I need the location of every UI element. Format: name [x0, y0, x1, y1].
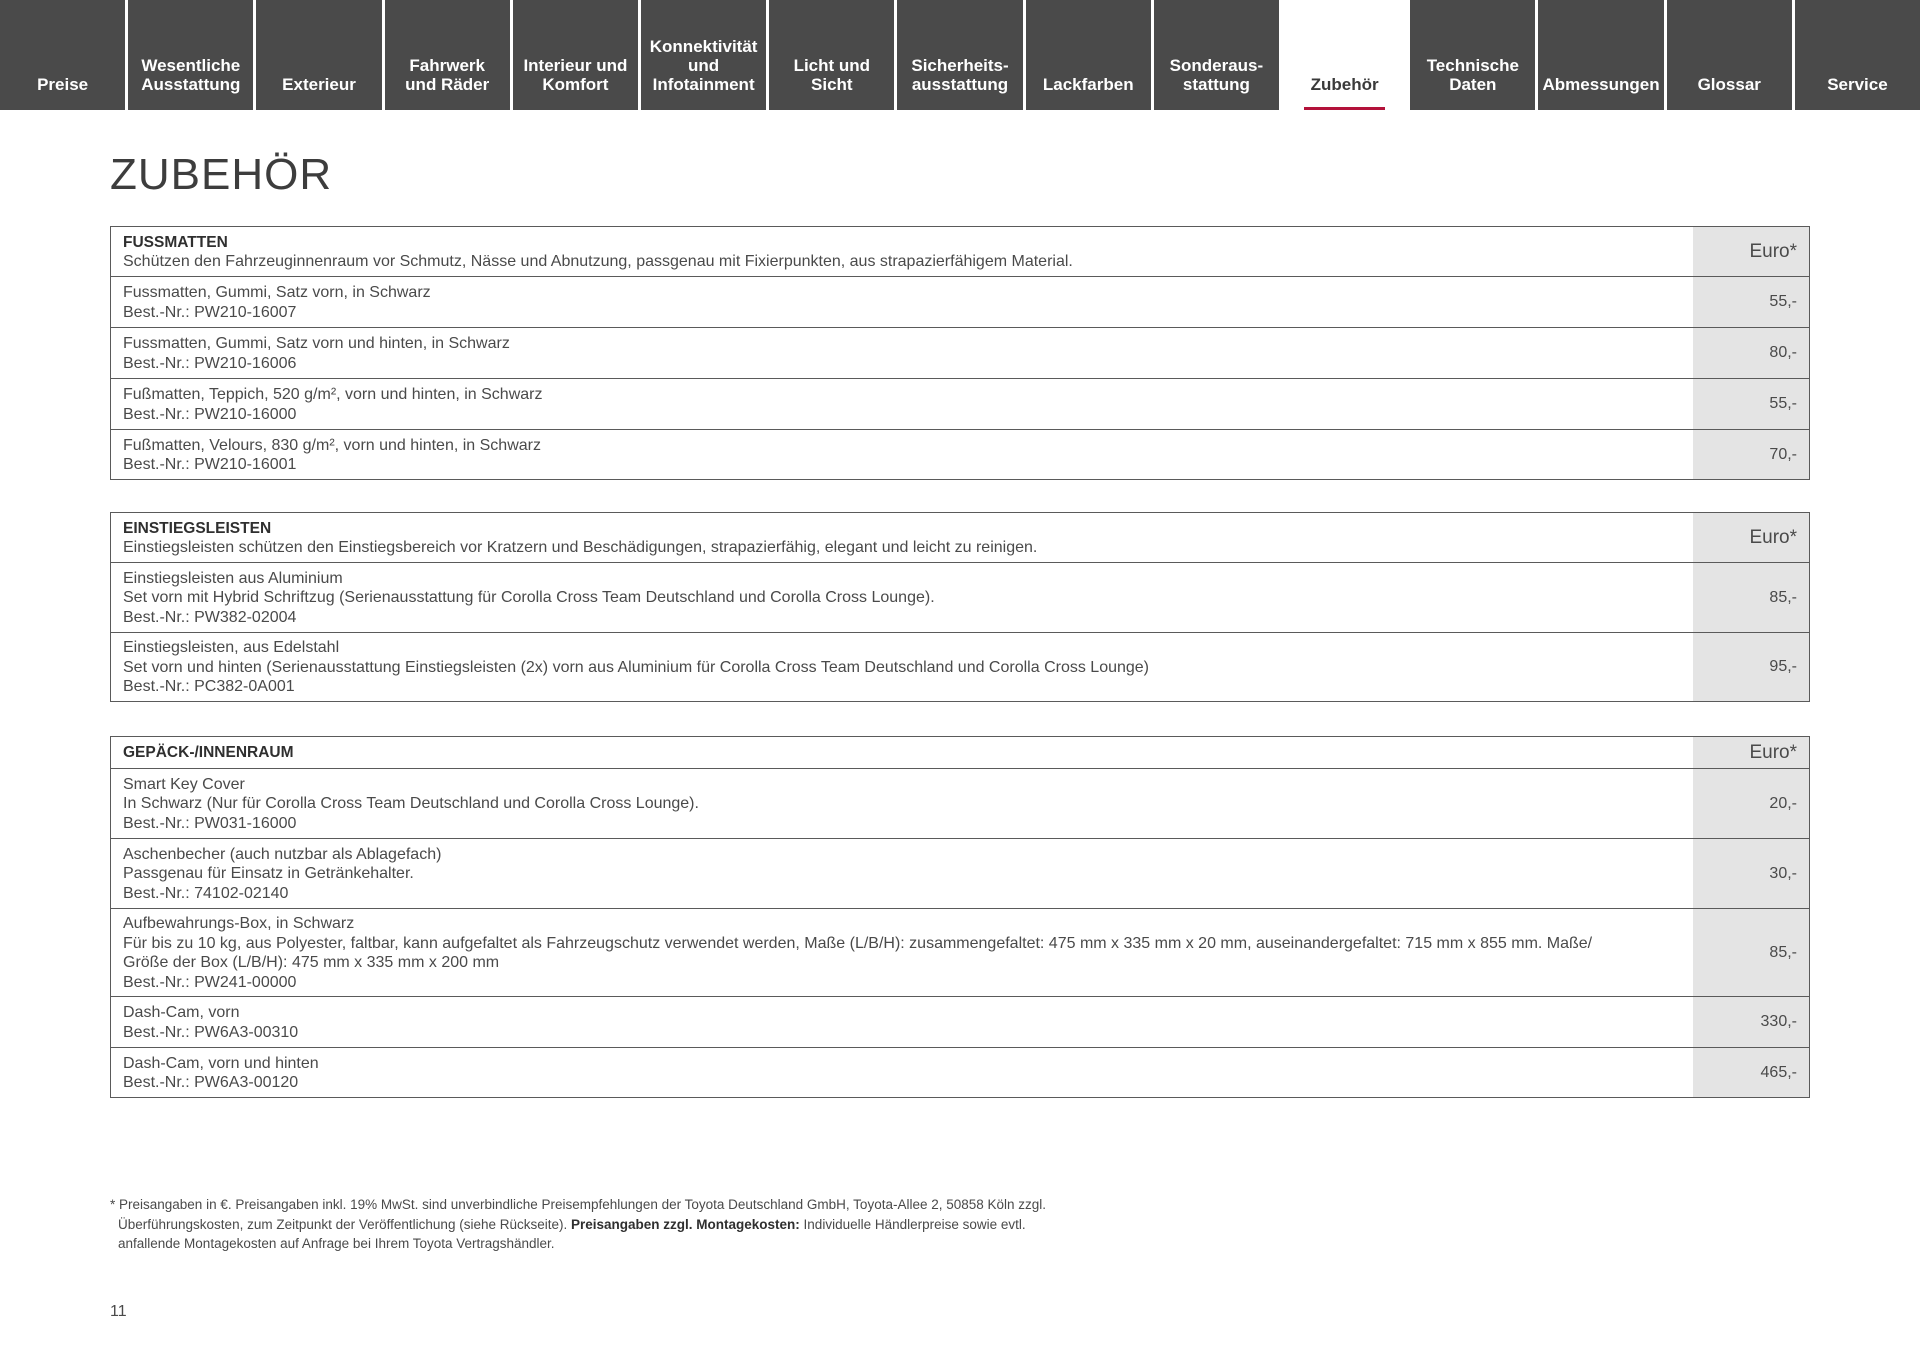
item-price: 85,-	[1693, 563, 1809, 632]
table-row	[111, 632, 1809, 701]
tab-technische-daten[interactable]: Technische Daten	[1410, 0, 1538, 110]
table-header-row	[111, 513, 1809, 562]
item-description	[111, 909, 1693, 996]
item-price: 95,-	[1693, 633, 1809, 701]
category-description: Schützen den Fahrzeuginnenraum vor Schmutz, Nässe und Abnutzung, passgenau mit Fixierpunkten, aus strapazierfähigem Material.	[123, 253, 1073, 270]
accessory-table-einstiegsleisten	[110, 512, 1810, 702]
tab-wesentliche-ausstattung[interactable]: Wesentliche Ausstattung	[128, 0, 256, 110]
item-detail: Set vorn und hinten (Serienausstattung Einstiegsleisten (2x) vorn aus Aluminium für Corolla Cross Team Deutschland und Corolla Cross Lounge)	[123, 658, 1150, 676]
item-price: 20,-	[1693, 769, 1809, 838]
table-row	[111, 768, 1809, 838]
table-row	[111, 562, 1809, 632]
tab-sonderausstattung[interactable]: Sonderaus- stattung	[1154, 0, 1282, 110]
page-title: ZUBEHÖR	[110, 150, 333, 199]
accessory-table-fussmatten	[110, 226, 1810, 480]
item-price: 330,-	[1693, 997, 1809, 1047]
category-header	[111, 227, 1693, 276]
price-column-header: Euro*	[1693, 513, 1809, 562]
item-order-number: Best.-Nr.: PC382-0A001	[123, 678, 295, 696]
tab-abmessungen[interactable]: Abmessungen	[1538, 0, 1666, 110]
item-price: 55,-	[1693, 277, 1809, 327]
category-header	[111, 737, 1693, 768]
item-order-number: Best.-Nr.: PW210-16006	[123, 354, 297, 372]
table-row	[111, 908, 1809, 996]
footnote-bold-text: Preisangaben zzgl. Montagekosten:	[571, 1216, 800, 1232]
item-description	[111, 997, 1693, 1047]
item-description	[111, 328, 1693, 378]
item-name: Einstiegsleisten aus Aluminium	[123, 569, 343, 587]
table-row	[111, 429, 1809, 479]
page-number: 11	[110, 1303, 127, 1320]
tab-konnektivitaet[interactable]: Konnektivität und Infotainment	[641, 0, 769, 110]
table-row	[111, 378, 1809, 429]
item-order-number: Best.-Nr.: PW210-16001	[123, 456, 297, 473]
item-name: Fussmatten, Gummi, Satz vorn und hinten, in Schwarz	[123, 335, 510, 352]
footnote-line: anfallende Montagekosten auf Anfrage bei Ihrem Toyota Vertragshändler.	[118, 1236, 555, 1251]
item-detail: Passgenau für Einsatz in Getränkehalter.	[123, 865, 414, 883]
item-order-number: Best.-Nr.: PW6A3-00120	[123, 1074, 299, 1091]
footnote-text: Überführungskosten, zum Zeitpunkt der Veröffentlichung (siehe Rückseite).	[118, 1216, 571, 1232]
item-name: Dash-Cam, vorn und hinten	[123, 1054, 319, 1072]
item-detail: Für bis zu 10 kg, aus Polyester, faltbar, kann aufgefaltet als Fahrzeugschutz verwendet werden, Maße (L/B/H): zusammengefaltet: 475 mm x 335 mm x 20 mm, auseinandergefaltet: 715 mm x 855 mm. Maße/	[123, 934, 1593, 952]
tab-service[interactable]: Service	[1795, 0, 1920, 110]
item-name: Smart Key Cover	[123, 775, 245, 793]
footnote-text: Individuelle Händlerpreise sowie evtl.	[799, 1216, 1026, 1232]
item-name: Dash-Cam, vorn	[123, 1004, 240, 1021]
item-description	[111, 1048, 1693, 1097]
item-price: 80,-	[1693, 328, 1809, 378]
price-column-header: Euro*	[1693, 227, 1809, 276]
item-description	[111, 563, 1693, 632]
item-order-number: Best.-Nr.: PW241-00000	[123, 973, 297, 991]
table-row	[111, 996, 1809, 1047]
category-name: GEPÄCK-/INNENRAUM	[123, 744, 294, 762]
table-row	[111, 276, 1809, 327]
category-name: FUSSMATTEN	[123, 233, 228, 251]
table-header-row	[111, 227, 1809, 276]
accessory-table-gepaeck-innenraum	[110, 736, 1810, 1098]
item-description	[111, 769, 1693, 838]
tab-zubehoer[interactable]: Zubehör	[1282, 0, 1410, 110]
tab-interieur-und-komfort[interactable]: Interieur und Komfort	[513, 0, 641, 110]
table-row	[111, 327, 1809, 378]
tab-exterieur[interactable]: Exterieur	[256, 0, 384, 110]
item-price: 70,-	[1693, 430, 1809, 479]
tab-lackfarben[interactable]: Lackfarben	[1026, 0, 1154, 110]
tab-fahrwerk-und-raeder[interactable]: Fahrwerk und Räder	[385, 0, 513, 110]
item-price: 55,-	[1693, 379, 1809, 429]
category-description: Einstiegsleisten schützen den Einstiegsbereich vor Kratzern und Beschädigungen, strapazierfähig, elegant und leicht zu reinigen.	[123, 539, 1038, 556]
item-price: 465,-	[1693, 1048, 1809, 1097]
category-name: EINSTIEGSLEISTEN	[123, 519, 272, 537]
item-description	[111, 839, 1693, 908]
item-detail: In Schwarz (Nur für Corolla Cross Team Deutschland und Corolla Cross Lounge).	[123, 795, 699, 813]
item-order-number: Best.-Nr.: PW210-16000	[123, 405, 297, 423]
tab-licht-und-sicht[interactable]: Licht und Sicht	[769, 0, 897, 110]
tab-glossar[interactable]: Glossar	[1667, 0, 1795, 110]
chapter-tab-bar	[0, 0, 1920, 110]
table-row	[111, 838, 1809, 908]
item-name: Aufbewahrungs-Box, in Schwarz	[123, 915, 355, 932]
item-name: Fußmatten, Velours, 830 g/m², vorn und hinten, in Schwarz	[123, 436, 541, 454]
item-description	[111, 633, 1693, 701]
item-order-number: Best.-Nr.: PW382-02004	[123, 608, 297, 626]
item-order-number: Best.-Nr.: PW6A3-00310	[123, 1023, 299, 1041]
item-description	[111, 277, 1693, 327]
tab-preise[interactable]: Preise	[0, 0, 128, 110]
price-column-header: Euro*	[1693, 737, 1809, 768]
footnote-line: * Preisangaben in €. Preisangaben inkl. 19% MwSt. sind unverbindliche Preisempfehlungen der Toyota Deutschland GmbH, Toyota-Allee 2, 50858 Köln zzgl.	[110, 1197, 1047, 1212]
item-name: Fußmatten, Teppich, 520 g/m², vorn und hinten, in Schwarz	[123, 386, 543, 403]
item-order-number: Best.-Nr.: 74102-02140	[123, 884, 289, 902]
item-name: Fussmatten, Gummi, Satz vorn, in Schwarz	[123, 284, 431, 301]
item-price: 85,-	[1693, 909, 1809, 996]
item-order-number: Best.-Nr.: PW031-16000	[123, 814, 297, 832]
item-name: Einstiegsleisten, aus Edelstahl	[123, 639, 340, 657]
item-price: 30,-	[1693, 839, 1809, 908]
footnote-line	[110, 1215, 1210, 1235]
table-row	[111, 1047, 1809, 1097]
item-description	[111, 430, 1693, 479]
tab-sicherheitsausstattung[interactable]: Sicherheits- ausstattung	[897, 0, 1025, 110]
item-description	[111, 379, 1693, 429]
price-footnote	[110, 1195, 1210, 1254]
item-detail-continued: Größe der Box (L/B/H): 475 mm x 335 mm x 200 mm	[123, 954, 500, 971]
category-header	[111, 513, 1693, 562]
item-order-number: Best.-Nr.: PW210-16007	[123, 303, 297, 321]
item-detail: Set vorn mit Hybrid Schriftzug (Serienausstattung für Corolla Cross Team Deutschland und Corolla Cross Lounge).	[123, 589, 935, 607]
table-header-row	[111, 737, 1809, 768]
item-name: Aschenbecher (auch nutzbar als Ablagefach)	[123, 845, 442, 863]
